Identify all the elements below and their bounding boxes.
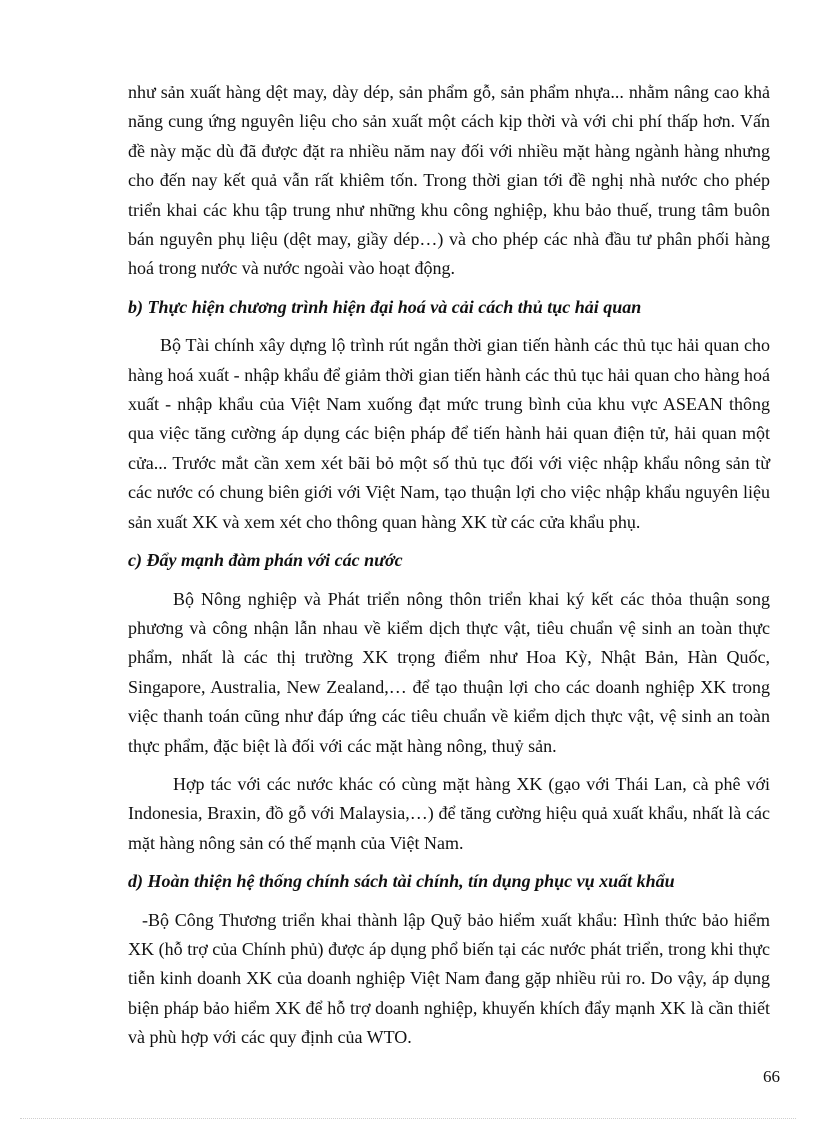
footer-divider — [20, 1118, 796, 1119]
section-b-heading: b) Thực hiện chương trình hiện đại hoá và cải cách thủ tục hải quan — [128, 296, 642, 317]
section-d-paragraph: -Bộ Công Thương triển khai thành lập Quỹ bảo hiểm xuất khẩu: Hình thức bảo hiểm XK (hỗ trợ của Chính phủ) được áp dụng phổ biến tại các nước phát triển, trong khi thực tiễn kinh doanh XK của doanh nghiệp Việt Nam đang gặp nhiều rủi ro. Do vậy, áp dụng biện pháp bảo hiểm XK để hỗ trợ doanh nghiệp, khuyến khích đẩy mạnh XK là cần thiết và phù hợp với các quy định của WTO. — [128, 909, 770, 1048]
section-d-heading: d) Hoàn thiện hệ thống chính sách tài chính, tín dụng phục vụ xuất khẩu — [128, 871, 675, 892]
section-c-paragraph-1: Bộ Nông nghiệp và Phát triển nông thôn triển khai ký kết các thỏa thuận song phương và công nhận lẫn nhau về kiểm dịch thực vật, tiêu chuẩn vệ sinh an toàn thực phẩm, nhất là các thị trường XK trọng điểm như Hoa Kỳ, Nhật Bản, Hàn Quốc, Singapore, Australia, New Zealand,… để tạo thuận lợi cho các doanh nghiệp XK trong việc thanh toán cũng như đáp ứng các tiêu chuẩn về kiểm dịch thực vật, vệ sinh an toàn thực phẩm, đặc biệt là đối với các mặt hàng nông, thuỷ sản. — [128, 588, 770, 756]
document-page — [128, 78, 770, 1053]
page-number: 66 — [763, 1067, 780, 1086]
section-b-paragraph: Bộ Tài chính xây dựng lộ trình rút ngắn thời gian tiến hành các thủ tục hải quan cho hàng hoá xuất - nhập khẩu để giảm thời gian tiến hành các thủ tục hải quan cho hàng hoá xuất - nhập khẩu của Việt Nam xuống đạt mức trung bình của khu vực ASEAN thông qua việc tăng cường áp dụng các biện pháp để tiến hành hải quan điện tử, hải quan một cửa... Trước mắt cần xem xét bãi bỏ một số thủ tục đối với việc nhập khẩu nông sản từ các nước có chung biên giới với Việt Nam, tạo thuận lợi cho việc nhập khẩu nguyên liệu sản xuất XK và xem xét cho thông quan hàng XK từ các cửa khẩu phụ. — [128, 335, 770, 532]
intro-paragraph: như sản xuất hàng dệt may, dày dép, sản phẩm gỗ, sản phẩm nhựa... nhằm nâng cao khả năng cung ứng nguyên liệu cho sản xuất một cách kịp thời và với chi phí thấp hơn. Vấn đề này mặc dù đã được đặt ra nhiều năm nay đối với nhiều mặt hàng ngành hàng nhưng cho đến nay kết quả vẫn rất khiêm tốn. Trong thời gian tới đề nghị nhà nước cho phép triển khai các khu tập trung như những khu công nghiệp, khu bảo thuế, trung tâm buôn bán nguyên phụ liệu (dệt may, giầy dép…) và cho phép các nhà đầu tư phân phối hàng hoá trong nước và nước ngoài vào hoạt động. — [128, 82, 770, 279]
section-c-paragraph-2: Hợp tác với các nước khác có cùng mặt hàng XK (gạo với Thái Lan, cà phê với Indonesia, Braxin, đồ gỗ với Malaysia,…) để tăng cường hiệu quả xuất khẩu, nhất là các mặt hàng nông sản có thế mạnh của Việt Nam. — [128, 773, 770, 853]
section-c-heading: c) Đẩy mạnh đàm phán với các nước — [128, 550, 403, 571]
